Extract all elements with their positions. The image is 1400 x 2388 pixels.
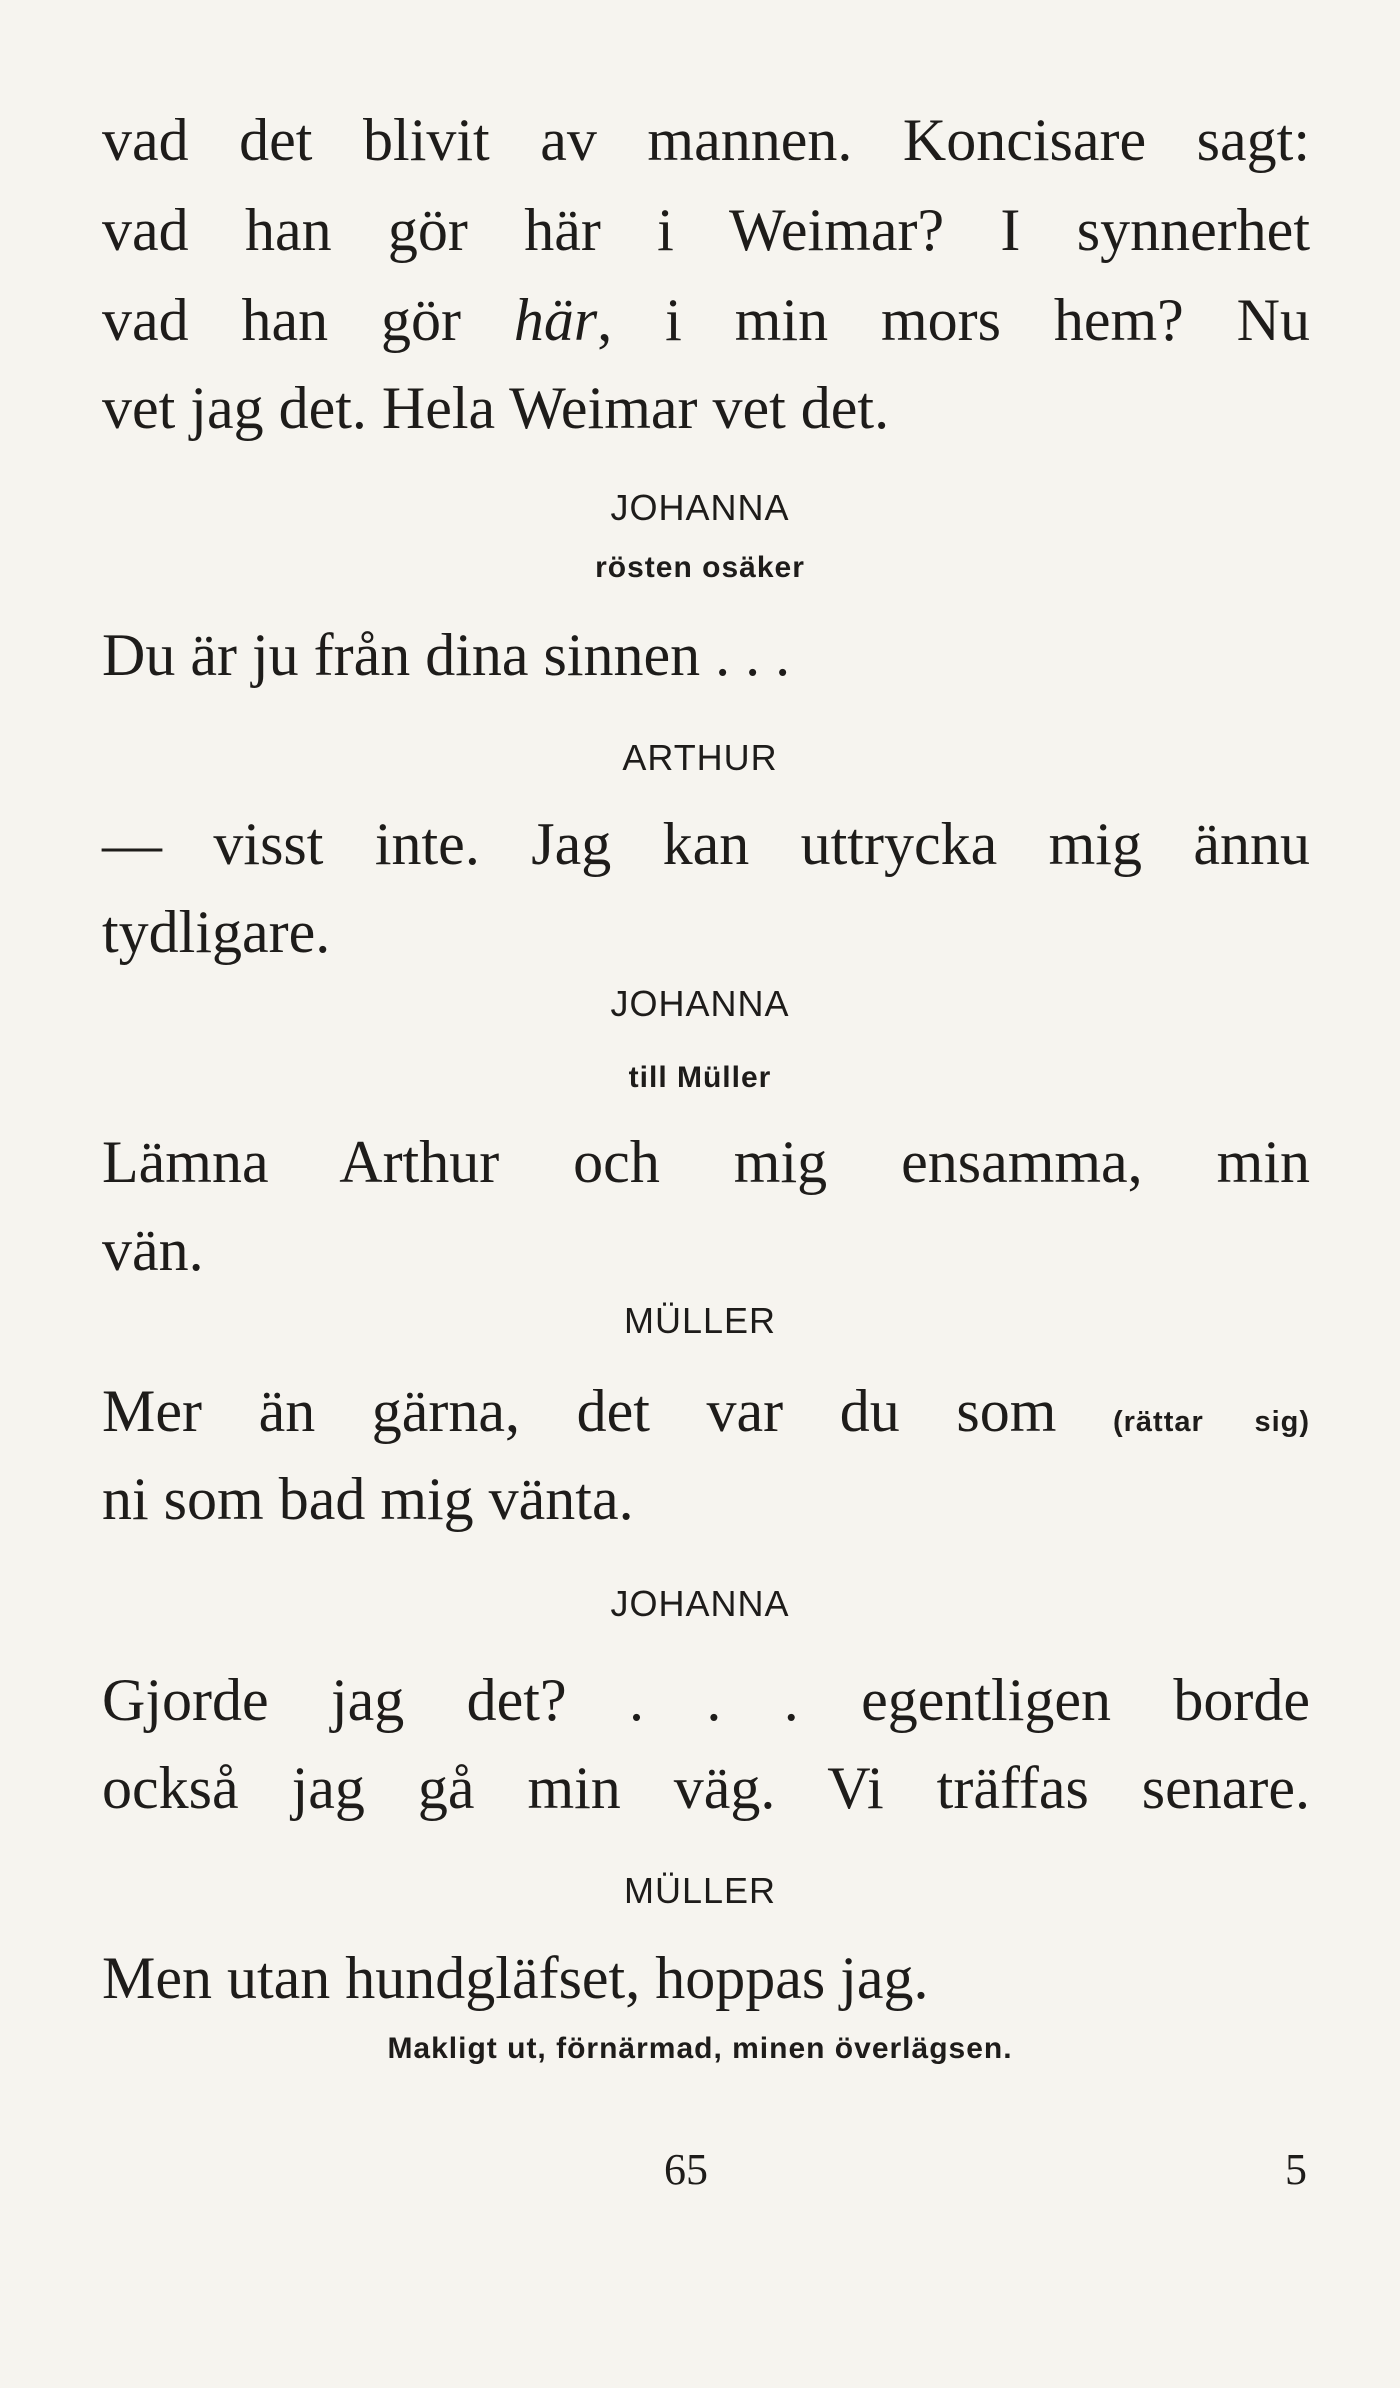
speaker-name: JOHANNA bbox=[610, 983, 790, 1024]
speaker-name: JOHANNA bbox=[610, 487, 790, 528]
text-line: Lämna Arthur och mig ensamma, min bbox=[102, 1129, 1310, 1195]
speaker-name: JOHANNA bbox=[610, 1583, 790, 1624]
speaker-name: ARTHUR bbox=[622, 737, 778, 778]
text-line: Gjorde jag det? . . . egentligen borde bbox=[102, 1667, 1310, 1733]
page-number: 65 bbox=[664, 2145, 708, 2194]
text-line bbox=[102, 1378, 1310, 1444]
text-span: vad han gör bbox=[102, 287, 514, 353]
text-line bbox=[102, 287, 1310, 353]
text-line: vet jag det. Hela Weimar vet det. bbox=[102, 375, 890, 441]
text-line: också jag gå min väg. Vi träffas senare. bbox=[102, 1755, 1310, 1821]
text-line: Men utan hundgläfset, hoppas jag. bbox=[102, 1945, 929, 2011]
text-line: ni som bad mig vänta. bbox=[102, 1466, 634, 1532]
speaker-name: MÜLLER bbox=[623, 1870, 777, 1911]
speaker-name: MÜLLER bbox=[623, 1300, 777, 1341]
text-line: — visst inte. Jag kan uttrycka mig ännu bbox=[102, 811, 1310, 877]
emphasis-text: här bbox=[513, 287, 598, 353]
text-span: , i min mors hem? Nu bbox=[597, 287, 1310, 353]
text-span: Mer än gärna, det var du som bbox=[102, 1378, 1113, 1444]
text-line: Du är ju från dina sinnen . . . bbox=[102, 622, 791, 688]
text-line: tydligare. bbox=[102, 899, 331, 965]
text-line: vad han gör här i Weimar? I synnerhet bbox=[102, 197, 1310, 263]
text-line: vän. bbox=[102, 1217, 204, 1283]
signature-mark: 5 bbox=[1285, 2145, 1307, 2194]
stage-direction: till Müller bbox=[628, 1061, 772, 1094]
stage-direction: rösten osäker bbox=[595, 551, 805, 584]
stage-direction: Makligt ut, förnärmad, minen överlägsen. bbox=[387, 2032, 1013, 2065]
inline-stage-direction: (rättar sig) bbox=[1112, 1406, 1310, 1438]
text-line: vad det blivit av mannen. Koncisare sagt: bbox=[102, 107, 1310, 173]
